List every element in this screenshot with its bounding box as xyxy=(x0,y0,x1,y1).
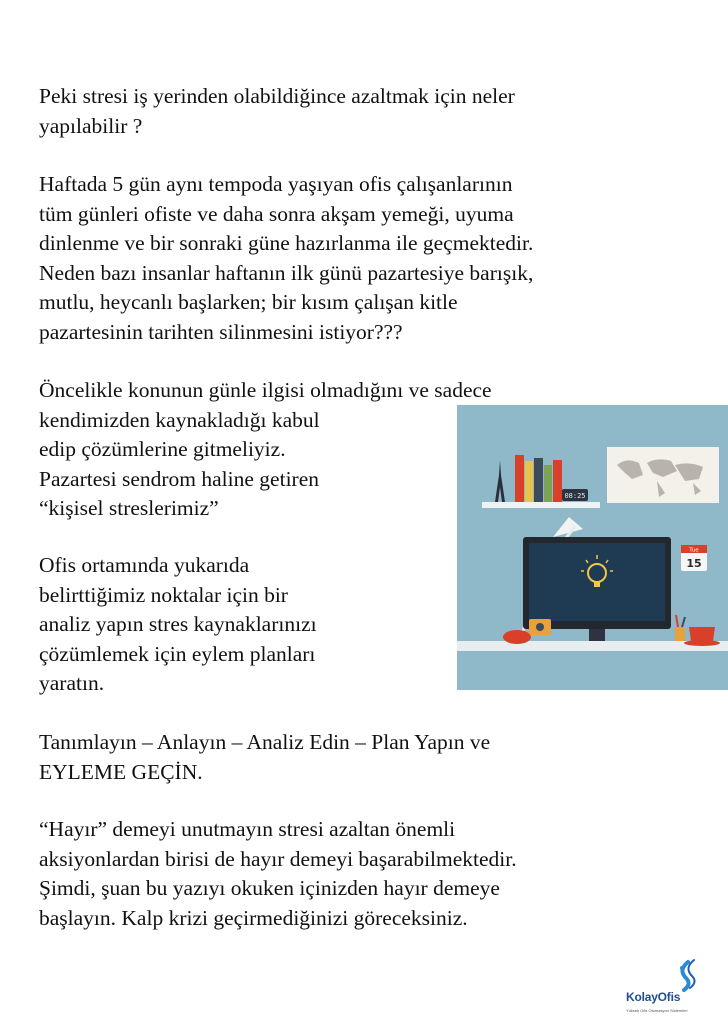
paragraph-question: Peki stresi iş yerinden olabildiğince azaltmak için neler yapılabilir ? xyxy=(39,84,515,138)
logo-name: KolayOfis xyxy=(626,990,681,1004)
lamp-base xyxy=(503,630,531,644)
book-icon xyxy=(534,458,543,502)
paragraph-action-steps: Tanımlayın – Anlayın – Analiz Edin – Plan Yapın ve EYLEME GEÇİN. xyxy=(39,730,491,784)
book-icon xyxy=(515,455,524,502)
paragraph-say-no: “Hayır” demeyi unutmayın stresi azaltan önemli aksiyonlardan birisi de hayır demeyi başarabilmektedir. Şimdi, şuan bu yazıyı okuken içinizden hayır demeye başlayın. Kalp krizi geçirmediğinizi göreceksiniz. xyxy=(39,817,517,930)
kolayofis-logo xyxy=(626,958,726,1028)
office-desk-illustration xyxy=(457,405,728,690)
book-icon xyxy=(553,460,562,502)
calendar-day: Tue xyxy=(689,547,699,554)
book-icon xyxy=(544,465,552,502)
wall-shelf xyxy=(482,502,600,508)
logo-tagline: Yüksek Ofis Otomasyon Sistemleri xyxy=(626,1008,688,1013)
pencil-cup-icon xyxy=(675,627,685,641)
clock-text: 08:25 xyxy=(564,492,586,500)
paragraph-analysis: Ofis ortamında yukarıda belirttiğimiz noktalar için bir analiz yapın stres kaynaklarınızı çözümlemek için eylem planları yaratın. xyxy=(39,553,317,695)
calendar-date: 15 xyxy=(686,557,702,570)
book-icon xyxy=(525,461,533,502)
paragraph-personal-stress: Öncelikle konunun günle ilgisi olmadığını ve sadece kendimizden kaynakladığı kabul edip çözümlerine gitmeliyiz. Pazartesi sendrom haline getiren “kişisel streslerimiz” xyxy=(39,378,492,520)
paragraph-weekly-routine: Haftada 5 gün aynı tempoda yaşıyan ofis çalışanlarının tüm günleri ofiste ve daha sonra akşam yemeği, uyuma dinlenme ve bir sonraki güne hazırlanma ile geçmektedir. Neden bazı insanlar haftanın ilk günü pazartesiye barışık, mutlu, heycanlı başlarken; bir kısım çalışan kitle pazartesinin tarihten silinmesini istiyor??? xyxy=(39,172,534,344)
